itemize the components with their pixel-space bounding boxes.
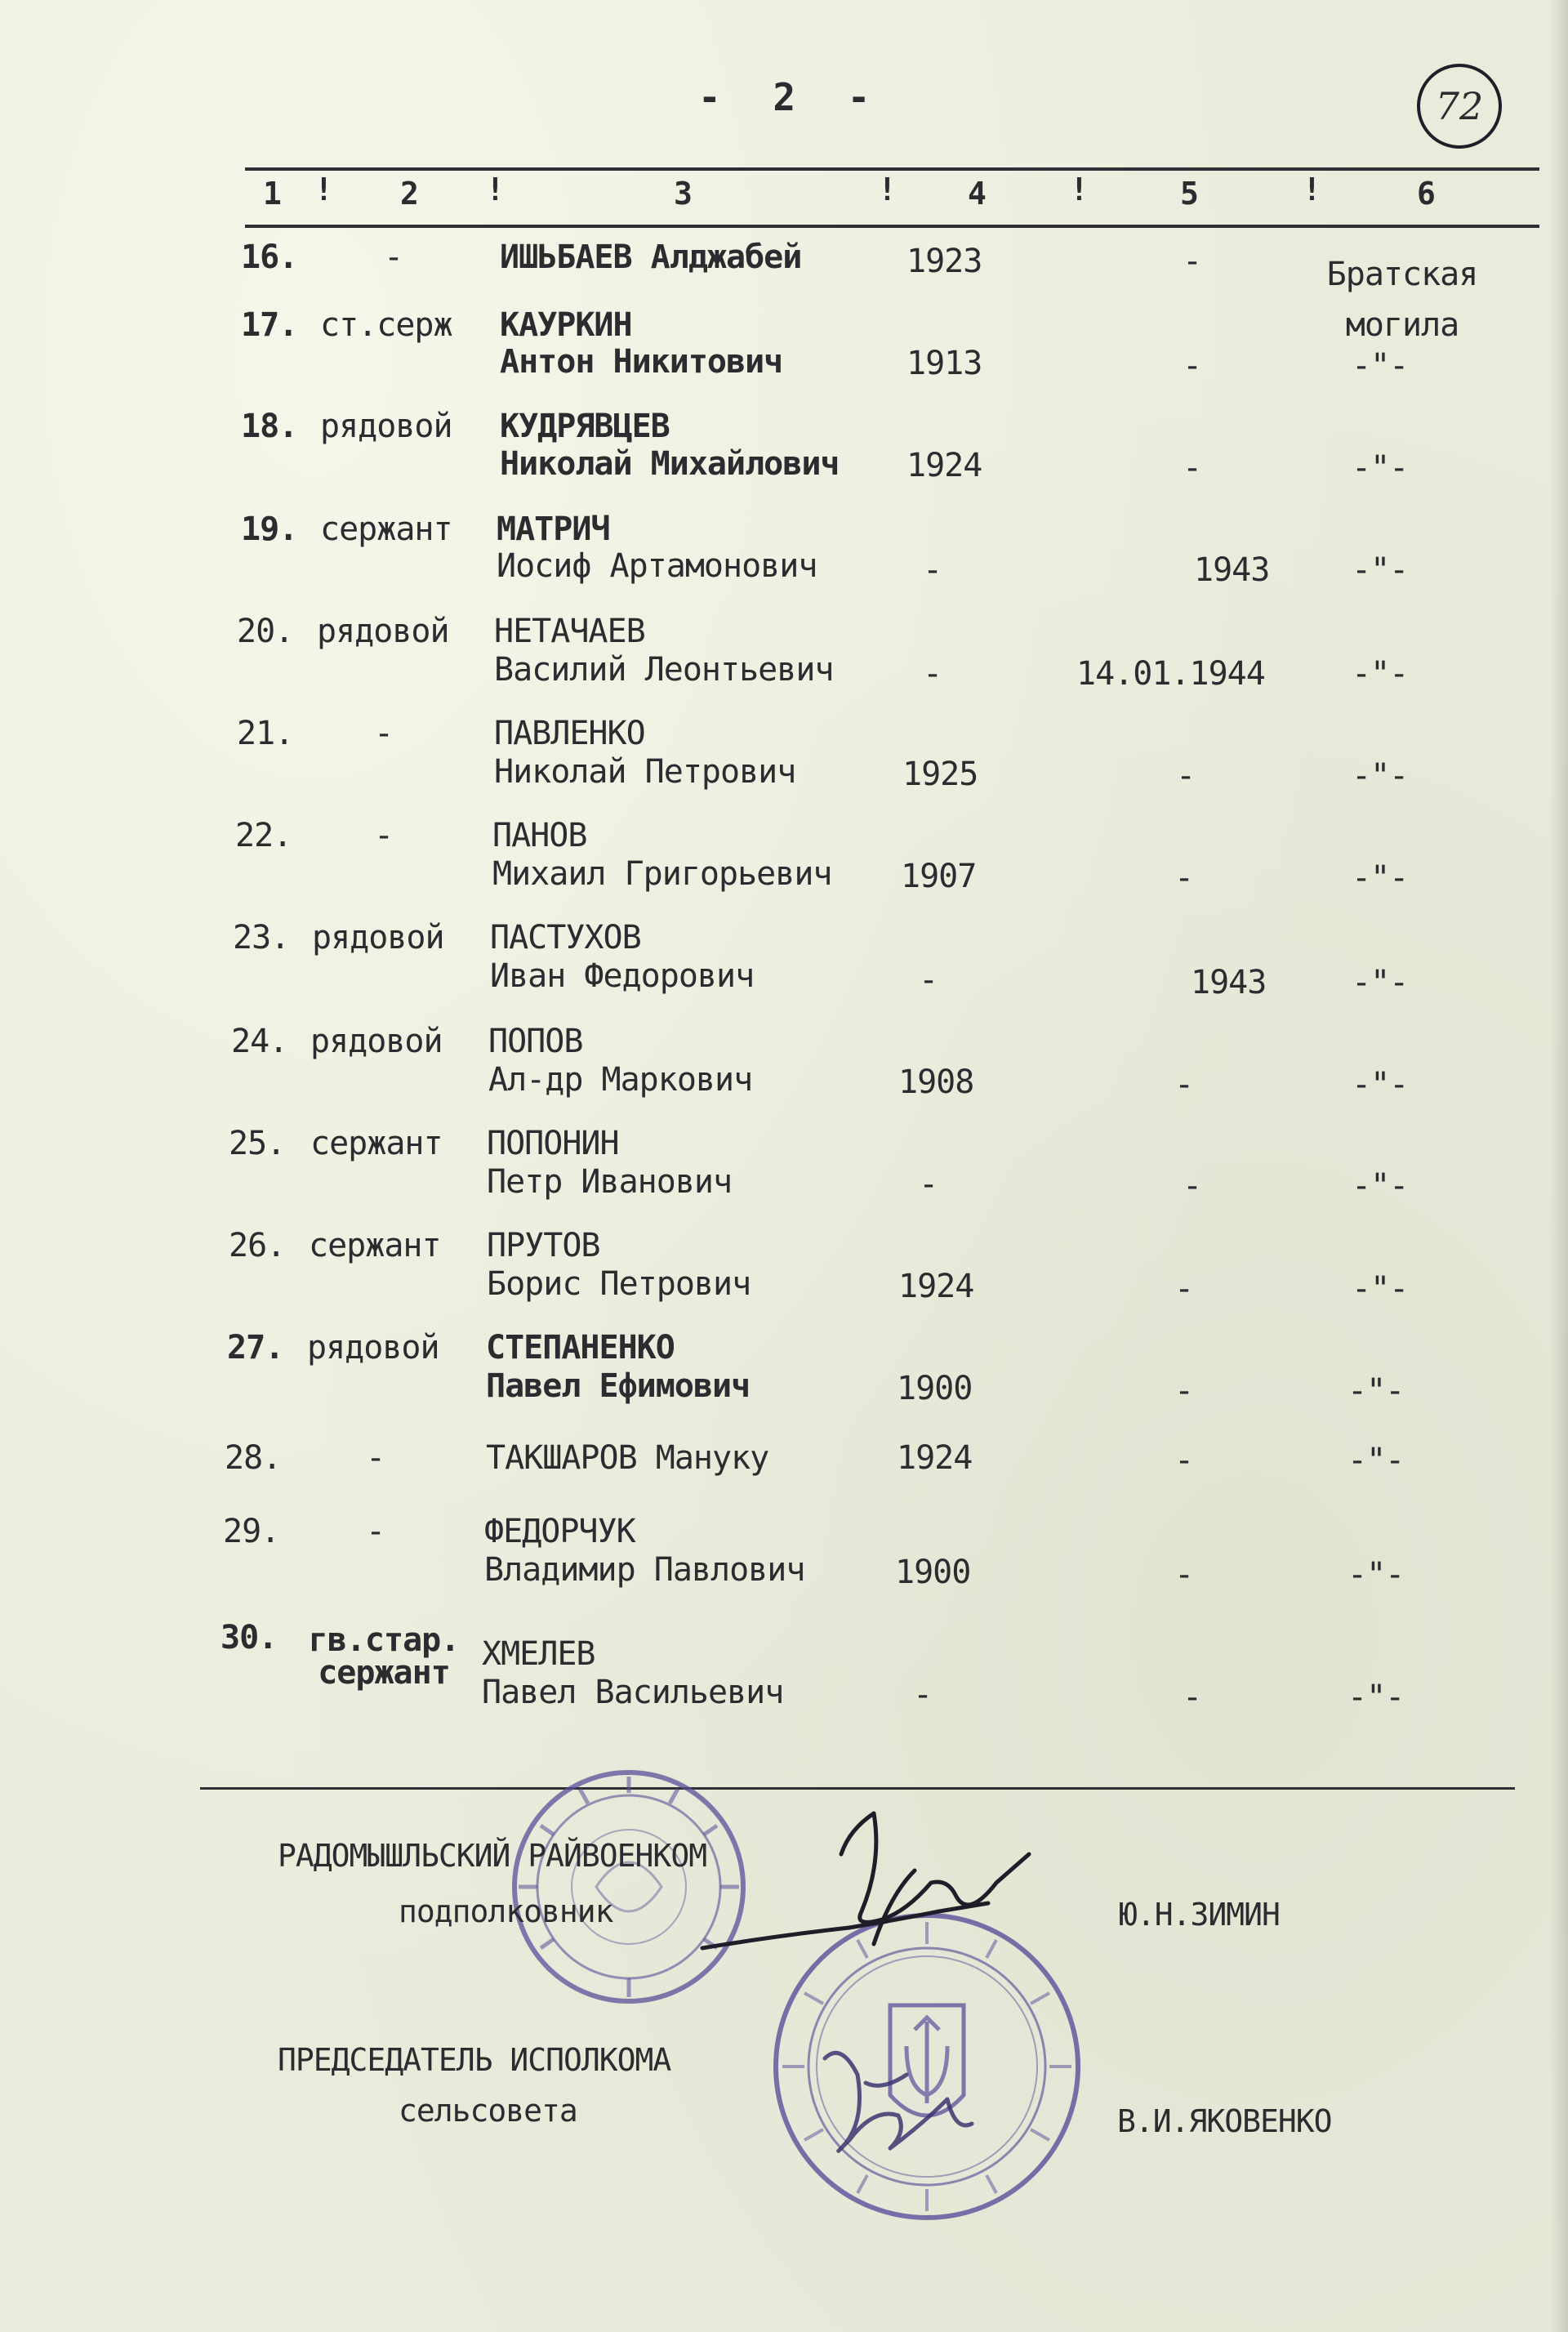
row-name: Борис Петрович xyxy=(487,1265,751,1303)
row-surname: ФЕДОРЧУК xyxy=(484,1513,635,1550)
row-name: Михаил Григорьевич xyxy=(492,855,832,893)
row-rank: ст.серж xyxy=(320,306,452,344)
row-surname: КАУРКИН xyxy=(500,306,632,344)
row-died: - xyxy=(1183,1167,1202,1205)
row-rank: рядовой xyxy=(307,1329,439,1367)
header-top-rule xyxy=(245,167,1539,171)
row-rank: сержант xyxy=(310,1125,443,1162)
row-burial: -"- xyxy=(1352,449,1409,487)
row-number: 18. xyxy=(241,408,298,445)
row-burial: -"- xyxy=(1348,1679,1405,1716)
row-burial: -"- xyxy=(1352,551,1409,589)
row-burial: -"- xyxy=(1352,347,1409,385)
row-rank: рядовой xyxy=(320,408,452,445)
row-rank: - xyxy=(374,715,394,752)
row-number: 23. xyxy=(233,919,290,956)
row-burial: -"- xyxy=(1352,1167,1409,1205)
col-header-5: 5 xyxy=(1180,176,1199,212)
row-burial: -"- xyxy=(1352,859,1409,897)
row-born: - xyxy=(919,961,938,999)
row-burial: -"- xyxy=(1348,1556,1405,1594)
row-rank: рядовой xyxy=(317,613,449,650)
row-born: - xyxy=(919,1166,938,1203)
row-burial: -"- xyxy=(1352,964,1409,1001)
col-separator: ! xyxy=(314,172,333,207)
row-died: - xyxy=(1183,243,1202,280)
row-born: 1900 xyxy=(897,1370,973,1407)
row-born: 1913 xyxy=(906,345,982,382)
row-burial: -"- xyxy=(1352,1066,1409,1104)
row-born: 1924 xyxy=(897,1439,973,1477)
row-rank: - xyxy=(366,1439,385,1477)
row-died: - xyxy=(1174,1372,1194,1410)
row-died: - xyxy=(1174,1442,1194,1479)
row-rank: рядовой xyxy=(310,1023,443,1060)
signature-2 xyxy=(808,2026,988,2173)
row-surname: ХМЕЛЕВ xyxy=(482,1635,595,1673)
col-separator: ! xyxy=(878,172,897,207)
row-died: - xyxy=(1174,1270,1194,1308)
row-number: 29. xyxy=(223,1513,280,1550)
row-name: Павел Васильевич xyxy=(482,1674,784,1711)
row-rank: - xyxy=(374,817,394,854)
row-died: - xyxy=(1174,1066,1194,1104)
header-bottom-rule xyxy=(245,225,1539,228)
row-number: 17. xyxy=(241,306,298,344)
col-header-6: 6 xyxy=(1417,176,1436,212)
row-rank: сержант xyxy=(309,1227,441,1264)
col-header-1: 1 xyxy=(263,176,282,212)
row-number: 27. xyxy=(227,1329,284,1367)
row-born: - xyxy=(913,1676,933,1714)
row-name: Павел Ефимович xyxy=(486,1367,751,1405)
row-born: - xyxy=(923,551,942,589)
row-died: - xyxy=(1176,757,1196,795)
row-number: 19. xyxy=(241,511,298,548)
row-surname: ИШЬБАЕВ Алджабей xyxy=(500,239,802,276)
row-rank: - xyxy=(366,1513,385,1550)
row-name: Василий Леонтьевич xyxy=(494,651,834,689)
signer1-name: Ю.Н.ЗИМИН xyxy=(1119,1897,1280,1933)
row-burial: -"- xyxy=(1348,1442,1405,1479)
row-died: - xyxy=(1174,859,1194,897)
org1-title: РАДОМЫШЛЬСКИЙ РАЙВОЕНКОМ xyxy=(278,1838,707,1874)
col-header-2: 2 xyxy=(400,176,419,212)
row-born: 1923 xyxy=(906,243,982,280)
page-edge-shadow xyxy=(1550,0,1568,2332)
row-number: 20. xyxy=(237,613,294,650)
row-rank: гв.стар. сержант xyxy=(308,1621,460,1692)
row-surname: ПОПОНИН xyxy=(487,1125,619,1162)
page-number: - 2 - xyxy=(698,75,885,119)
row-surname: ПОПОВ xyxy=(488,1023,583,1060)
row-burial: -"- xyxy=(1348,1372,1405,1410)
row-born: 1908 xyxy=(898,1063,974,1101)
archive-number: 72 xyxy=(1417,64,1502,149)
row-number: 28. xyxy=(225,1439,282,1477)
row-rank: рядовой xyxy=(312,919,444,956)
row-died: - xyxy=(1174,1556,1194,1594)
signature-1 xyxy=(686,1805,1045,1969)
signer2-name: В.И.ЯКОВЕНКО xyxy=(1117,2103,1332,2139)
row-number: 30. xyxy=(220,1619,278,1656)
signature-rule xyxy=(200,1787,1515,1790)
row-born: - xyxy=(923,655,942,693)
row-name: Петр Иванович xyxy=(487,1163,733,1201)
row-number: 22. xyxy=(235,817,292,854)
row-name: Иосиф Артамонович xyxy=(497,547,817,585)
row-burial: -"- xyxy=(1352,1270,1409,1308)
row-name: Ал-др Маркович xyxy=(488,1061,753,1099)
org2-title: ПРЕДСЕДАТЕЛЬ ИСПОЛКОМА xyxy=(278,2042,671,2078)
row-name: Николай Михайлович xyxy=(500,445,840,483)
row-burial: -"- xyxy=(1352,655,1409,693)
col-separator: ! xyxy=(486,172,505,207)
row-surname: ПАНОВ xyxy=(492,817,587,854)
row-number: 26. xyxy=(229,1227,286,1264)
row-died: 14.01.1944 xyxy=(1076,655,1265,693)
row-died: - xyxy=(1183,347,1202,385)
row-born: 1900 xyxy=(895,1554,971,1591)
row-number: 24. xyxy=(231,1023,288,1060)
row-surname: ПРУТОВ xyxy=(487,1227,600,1264)
row-rank: сержант xyxy=(320,511,452,548)
row-died: - xyxy=(1183,1679,1202,1716)
row-died: - xyxy=(1183,449,1202,487)
row-number: 16. xyxy=(241,239,298,276)
row-name: Николай Петрович xyxy=(494,753,796,791)
row-born: 1924 xyxy=(906,447,982,484)
row-died: 1943 xyxy=(1191,964,1267,1001)
row-born: 1925 xyxy=(902,756,978,793)
row-surname: КУДРЯВЦЕВ xyxy=(500,408,670,445)
row-name: Владимир Павлович xyxy=(484,1551,805,1589)
row-burial: Братская могила xyxy=(1326,256,1478,344)
row-name: Иван Федорович xyxy=(490,957,755,995)
row-surname: МАТРИЧ xyxy=(497,511,610,548)
row-burial: -"- xyxy=(1352,757,1409,795)
row-born: 1924 xyxy=(898,1268,974,1305)
row-born: 1907 xyxy=(901,858,977,895)
col-separator: ! xyxy=(1303,172,1321,207)
row-rank: - xyxy=(384,239,403,276)
row-number: 25. xyxy=(229,1125,286,1162)
row-number: 21. xyxy=(237,715,294,752)
row-surname: ПАВЛЕНКО xyxy=(494,715,645,752)
col-separator: ! xyxy=(1070,172,1089,207)
row-surname: ТАКШАРОВ Мануку xyxy=(486,1439,769,1477)
org1-rank: подполковник xyxy=(399,1893,613,1929)
row-surname: НЕТАЧАЕВ xyxy=(494,613,645,650)
col-header-3: 3 xyxy=(674,176,693,212)
col-header-4: 4 xyxy=(968,176,987,212)
row-surname: СТЕПАНЕНКО xyxy=(486,1329,675,1367)
row-surname: ПАСТУХОВ xyxy=(490,919,641,956)
row-died: 1943 xyxy=(1194,551,1270,589)
org2-subtitle: сельсовета xyxy=(399,2093,577,2129)
row-name: Антон Никитович xyxy=(500,343,783,381)
